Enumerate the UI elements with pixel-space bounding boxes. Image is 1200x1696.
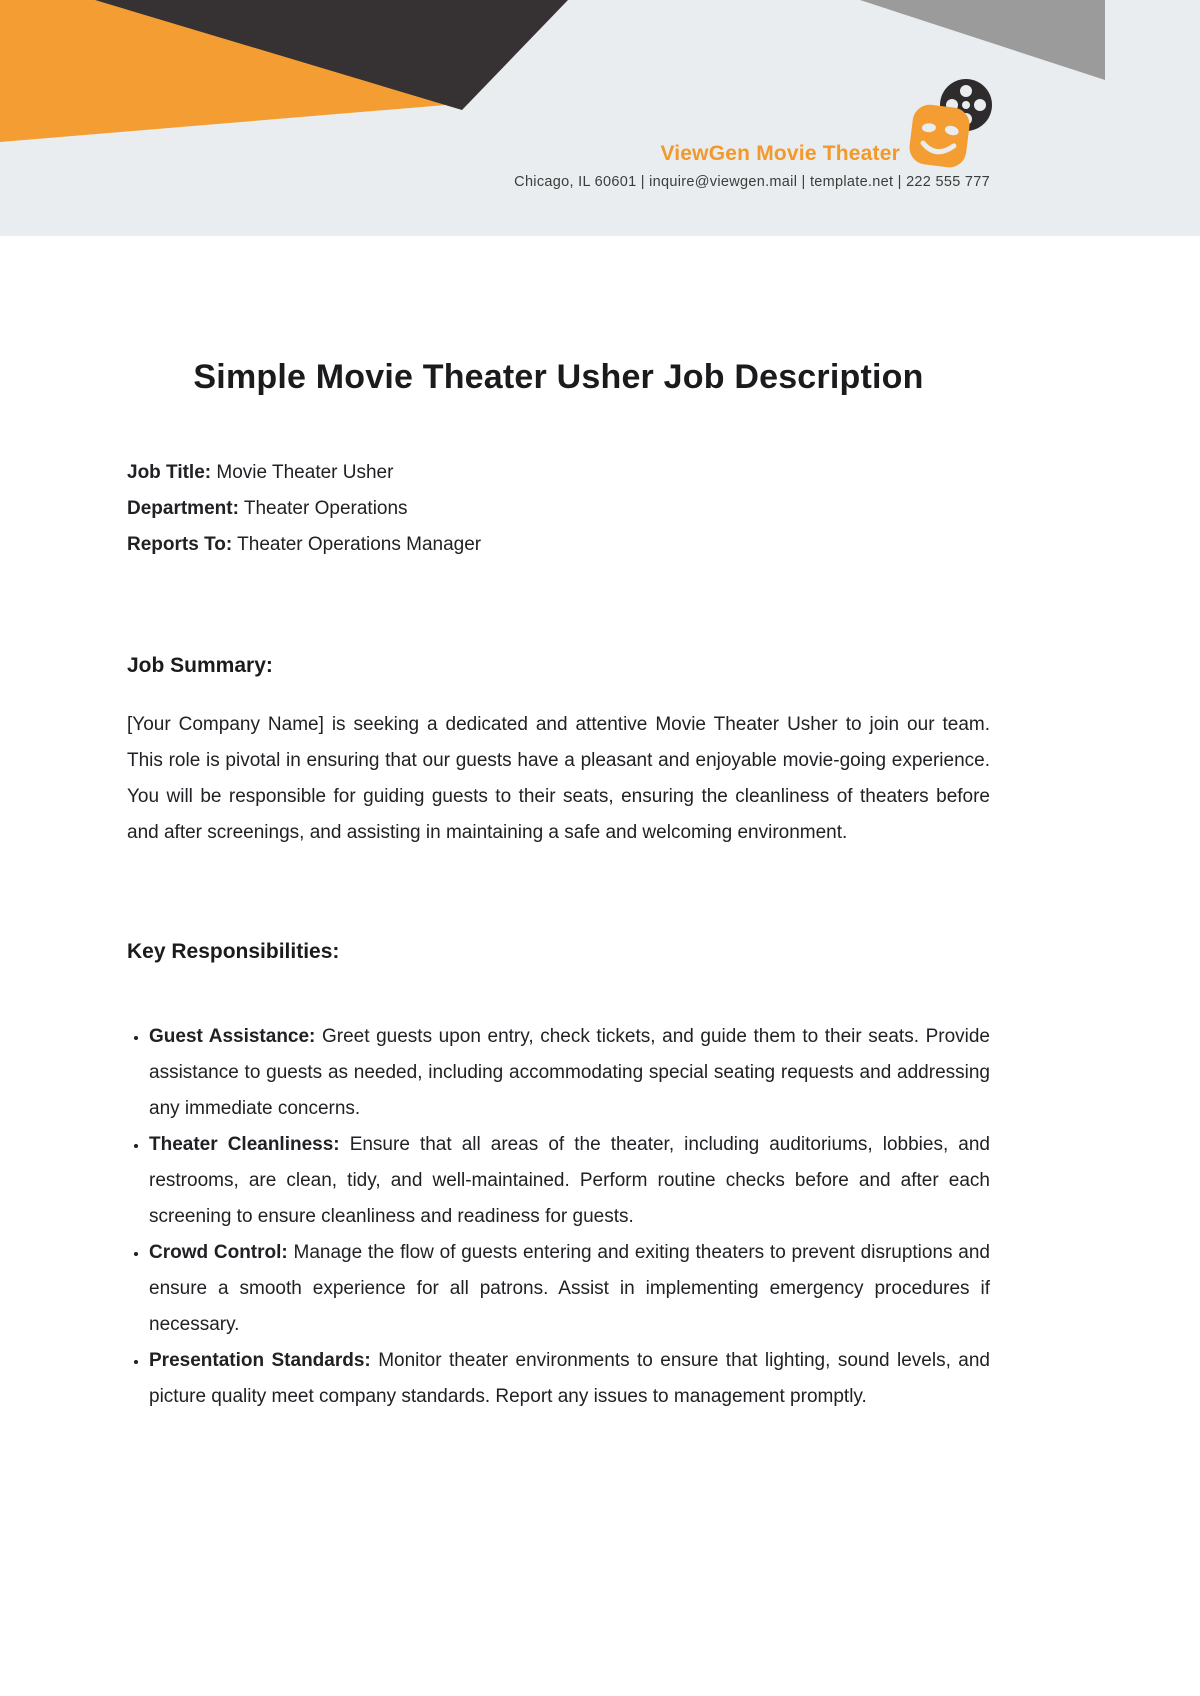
bullet-label: Guest Assistance: [149,1026,316,1047]
section-heading-key-responsibilities: Key Responsibilities: [127,940,340,963]
section-key-responsibilities [127,939,990,1415]
list-item [149,1235,990,1343]
document-title: Simple Movie Theater Usher Job Description [193,358,924,396]
meta-row-reports-to [127,527,990,563]
job-summary-paragraph: [Your Company Name] is seeking a dedicated and attentive Movie Theater Usher to join our team. This role is pivotal in ensuring that our guests have a pleasant and enjoyable movie-going experience. You will be responsible for guiding guests to their seats, ensuring the cleanliness of theaters before and after screenings, and assisting in maintaining a safe and welcoming environment. [127,714,990,843]
meta-label: Reports To: [127,534,233,555]
job-meta-block [127,455,990,563]
bullet-text: Monitor theater environments to ensure that lighting, sound levels, and picture quality meet company standards. Report any issues to management promptly. [149,1350,990,1407]
list-item [149,1019,990,1127]
meta-label: Department: [127,498,239,519]
brand-name: ViewGen Movie Theater [660,142,900,165]
bullet-text: Manage the flow of guests entering and exiting theaters to prevent disruptions and ensure a smooth experience for all patrons. Assist in implementing emergency procedures if necessary. [149,1242,990,1335]
header-decoration [0,0,1200,236]
theater-masks-film-reel-icon [905,76,1001,172]
responsibilities-list [127,1019,990,1415]
document-body [0,355,1200,1415]
meta-value: Movie Theater Usher [216,462,394,483]
bullet-label: Crowd Control: [149,1242,288,1263]
bullet-label: Presentation Standards: [149,1350,371,1371]
list-item [149,1127,990,1235]
section-heading-job-summary: Job Summary: [127,654,273,677]
meta-row-job-title [127,455,990,491]
bullet-text: Greet guests upon entry, check tickets, and guide them to their seats. Provide assistance to guests as needed, including accommodating special seating requests and addressing any immediate concerns. [149,1026,990,1119]
meta-value: Theater Operations [243,498,408,519]
bullet-text: Ensure that all areas of the theater, including auditoriums, lobbies, and restrooms, are clean, tidy, and well-maintained. Perform routine checks before and after each screening to ensure cleanliness and readiness for guests. [149,1134,990,1227]
meta-label: Job Title: [127,462,212,483]
meta-row-department [127,491,990,527]
comedy-mask-icon [908,103,972,169]
list-item [149,1343,990,1415]
bullet-label: Theater Cleanliness: [149,1134,340,1155]
letterhead [0,0,1200,236]
brand-logo [905,76,1001,172]
section-job-summary [127,653,990,851]
meta-value: Theater Operations Manager [237,534,482,555]
contact-line: Chicago, IL 60601 | inquire@viewgen.mail | template.net | 222 555 777 [514,174,990,190]
